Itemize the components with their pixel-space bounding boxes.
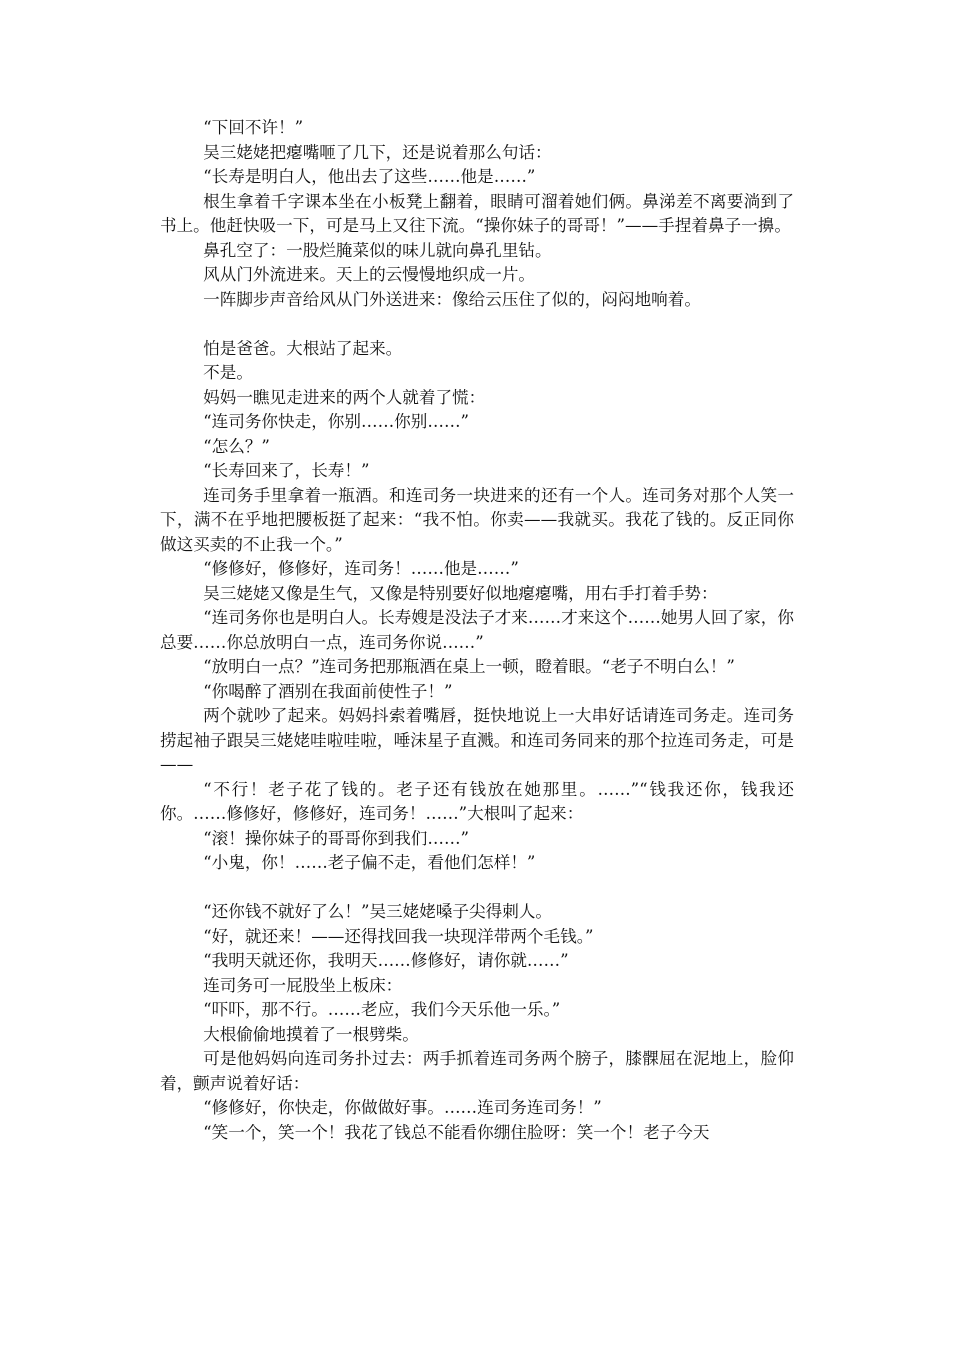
paragraph: “长寿是明白人，他出去了这些……他是……”	[203, 167, 536, 186]
paragraph: 连司务手里拿着一瓶酒。和连司务一块进来的还有一个人。连司务对那个人笑一下，满不在乎地把腰板挺了起来：“我不怕。你卖——我就买。我花了钱的。反正同你做这买卖的不止我一个。”	[160, 485, 794, 554]
paragraph: “放明白一点？”连司务把那瓶酒在桌上一顿，瞪着眼。“老子不明白么！”	[203, 657, 735, 676]
paragraph: 不是。	[203, 363, 253, 382]
paragraph: “不行！老子花了钱的。老子还有钱放在她那里。……”“钱我还你，钱我还你。……修修好，修修好，连司务！……”大根叫了起来：	[160, 779, 794, 823]
paragraph: “还你钱不就好了么！”吴三姥姥嗓子尖得刺人。	[203, 902, 552, 921]
paragraph: “修修好，修修好，连司务！……他是……”	[203, 559, 519, 578]
paragraph: “修修好，你快走，你做做好事。……连司务连司务！”	[203, 1098, 602, 1117]
paragraph: “你喝醉了酒别在我面前使性子！”	[203, 681, 453, 701]
paragraph: “连司务你也是明白人。长寿嫂是没法子才来……才来这个……她男人回了家，你总要……你总放明白一点，连司务你说……”	[160, 608, 794, 652]
paragraph: “下回不许！”	[203, 118, 304, 137]
paragraph: “滚！操你妹子的哥哥你到我们……”	[203, 828, 470, 848]
paragraph: “怎么？”	[203, 436, 270, 456]
paragraph: “好，就还来！——还得找回我一块现洋带两个毛钱。”	[203, 926, 594, 946]
paragraph: “小鬼，你！……老子偏不走，看他们怎样！”	[203, 853, 536, 872]
paragraph: 妈妈一瞧见走进来的两个人就着了慌：	[203, 387, 486, 407]
paragraph: 吴三姥姥又像是生气，又像是特别要好似地瘪瘪嘴，用右手打着手势：	[203, 583, 718, 603]
paragraph: “吓吓，那不行。……老应，我们今天乐他一乐。”	[203, 1000, 561, 1019]
paragraph: 大根偷偷地摸着了一根劈柴。	[203, 1024, 419, 1044]
paragraph-gap	[160, 876, 794, 901]
paragraph: 可是他妈妈向连司务扑过去：两手抓着连司务两个膀子，膝髁屈在泥地上，脸仰着，颤声说着好话：	[160, 1049, 794, 1093]
paragraph: 一阵脚步声音给风从门外送进来：像给云压住了似的，闷闷地响着。	[203, 289, 701, 309]
paragraph: 连司务可一屁股坐上板床：	[203, 975, 403, 995]
paragraph: 风从门外流进来。天上的云慢慢地织成一片。	[203, 265, 536, 284]
paragraph: 鼻孔空了：一股烂腌菜似的味儿就向鼻孔里钻。	[203, 240, 552, 260]
paragraph: “连司务你快走，你别……你别……”	[203, 412, 470, 431]
paragraph: “笑一个，笑一个！我花了钱总不能看你绷住脸呀：笑一个！老子今天	[203, 1122, 710, 1142]
paragraph: 吴三姥姥把瘪嘴咂了几下，还是说着那么句话：	[203, 142, 552, 162]
paragraph: 两个就吵了起来。妈妈抖索着嘴唇，挺快地说上一大串好话请连司务走。连司务捞起袖子跟吴三姥姥哇啦哇啦，唾沫星子直溅。和连司务同来的那个拉连司务走，可是——	[160, 706, 794, 774]
document-body	[160, 116, 794, 1145]
paragraph: 根生拿着千字课本坐在小板凳上翻着，眼睛可溜着她们俩。鼻涕差不离要淌到了书上。他赶快吸一下，可是马上又往下流。“操你妹子的哥哥！”——手捏着鼻子一擤。	[160, 191, 794, 235]
paragraph: 怕是爸爸。大根站了起来。	[203, 338, 403, 358]
paragraph-gap	[160, 312, 794, 337]
paragraph: “长寿回来了，长寿！”	[203, 461, 370, 480]
paragraph: “我明天就还你，我明天……修修好，请你就……”	[203, 951, 569, 970]
